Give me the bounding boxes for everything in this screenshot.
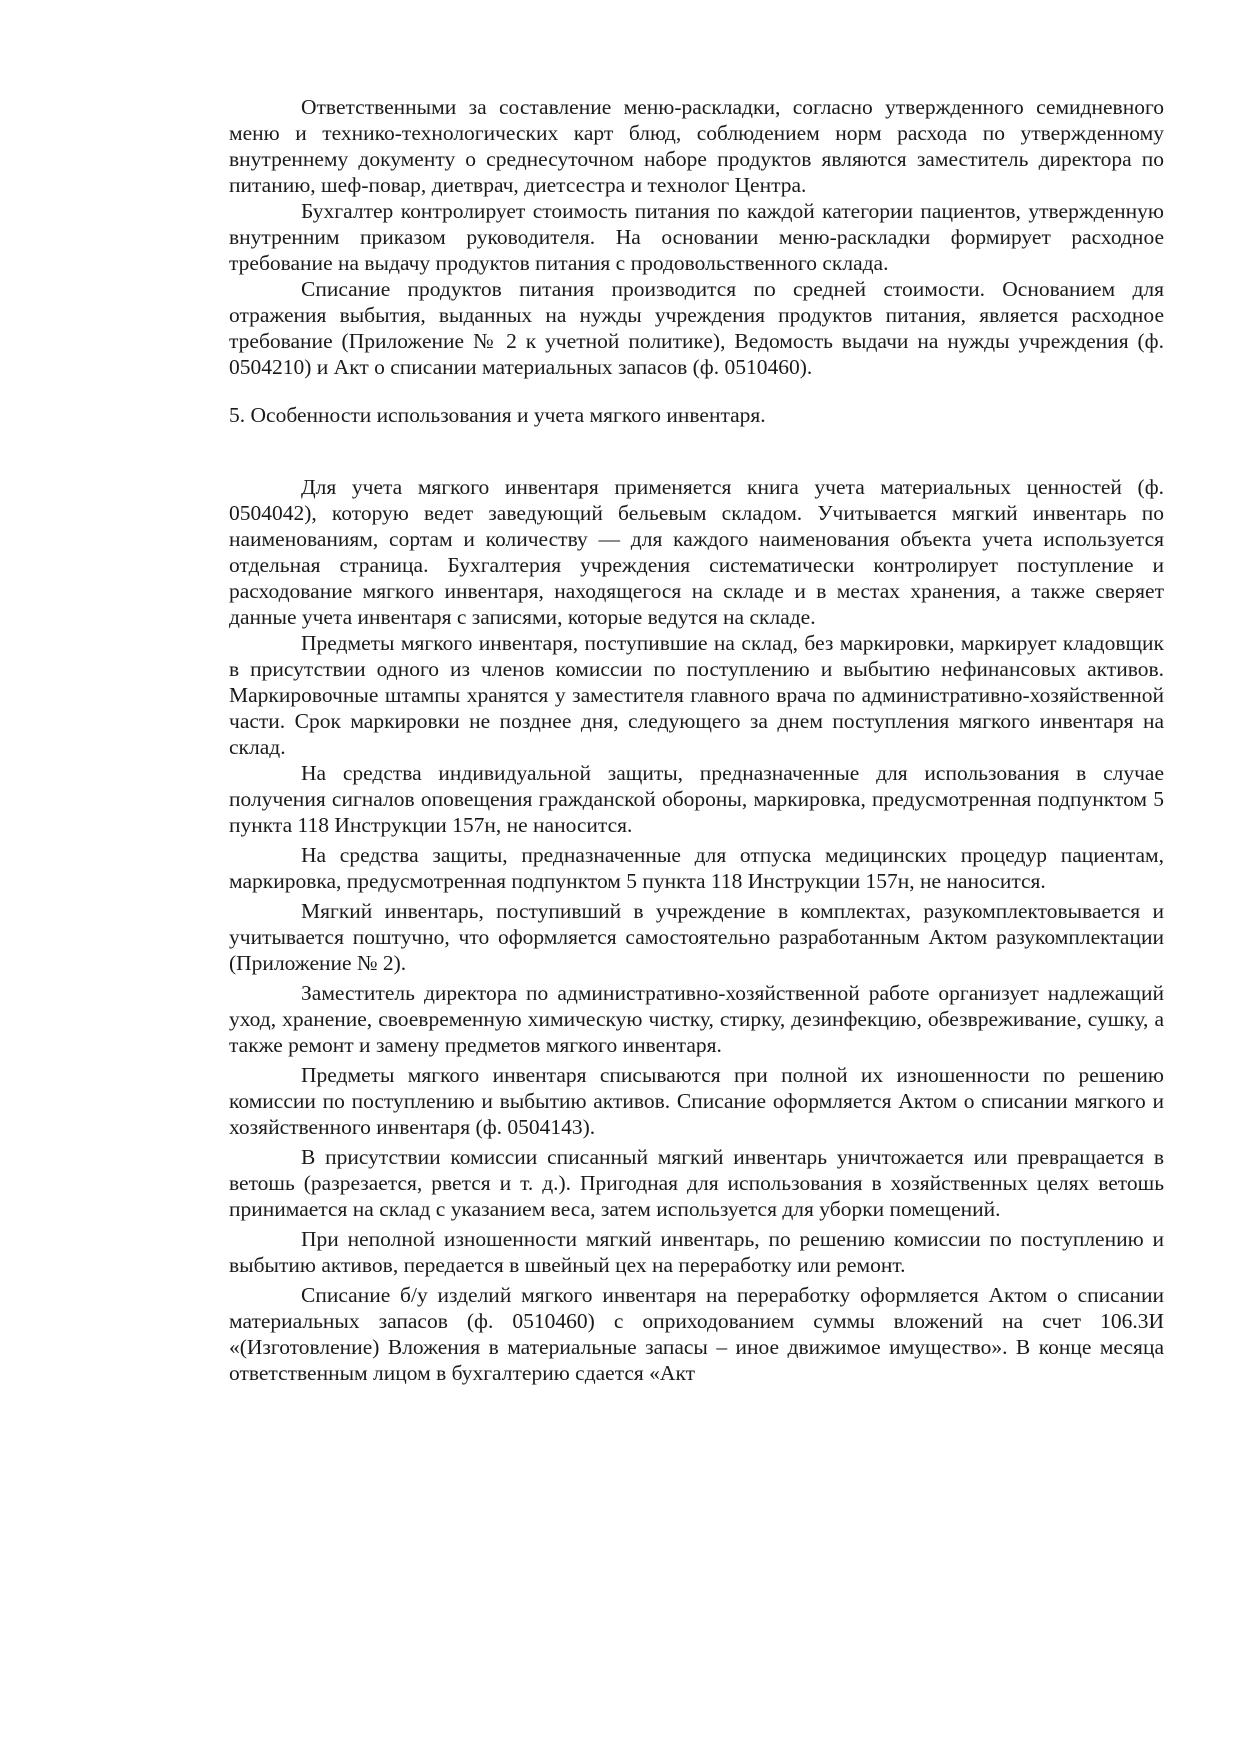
paragraph: Предметы мягкого инвентаря списываются при полной их изношенности по решению комиссии по поступлению и выбытию активов. Списание оформляется Актом о списании мягкого и хозяйственного инвентаря (ф. 0504143).	[229, 1063, 1164, 1139]
paragraph: На средства индивидуальной защиты, предназначенные для использования в случае получения сигналов оповещения гражданской обороны, маркировка, предусмотренная подпунктом 5 пункта 118 Инструкции 157н, не наносится.	[229, 761, 1164, 837]
paragraph: Предметы мягкого инвентаря, поступившие на склад, без маркировки, маркирует кладовщик в присутствии одного из членов комиссии по поступлению и выбытию нефинансовых активов. Маркировочные штампы хранятся у заместителя главного врача по административно-хозяйственной части. Срок маркировки не позднее дня, следующего за днем поступления мягкого инвентаря на склад.	[229, 631, 1164, 759]
document-body	[229, 94, 1164, 1386]
paragraph: Списание продуктов питания производится по средней стоимости. Основанием для отражения выбытия, выданных на нужды учреждения продуктов питания, является расходное требование (Приложение № 2 к учетной политике), Ведомость выдачи на нужды учреждения (ф. 0504210) и Акт о списании материальных запасов (ф. 0510460).	[229, 277, 1164, 379]
section-heading: 5. Особенности использования и учета мягкого инвентаря.	[229, 403, 766, 427]
paragraph: Бухгалтер контролирует стоимость питания по каждой категории пациентов, утвержденную внутренним приказом руководителя. На основании меню-раскладки формирует расходное требование на выдачу продуктов питания с продовольственного склада.	[229, 199, 1164, 275]
paragraph: В присутствии комиссии списанный мягкий инвентарь уничтожается или превращается в ветошь (разрезается, рвется и т. д.). Пригодная для использования в хозяйственных целях ветошь принимается на склад с указанием веса, затем используется для уборки помещений.	[229, 1145, 1164, 1221]
paragraph: Заместитель директора по административно-хозяйственной работе организует надлежащий уход, хранение, своевременную химическую чистку, стирку, дезинфекцию, обезвреживание, сушку, а также ремонт и замену предметов мягкого инвентаря.	[229, 981, 1164, 1057]
paragraph: При неполной изношенности мягкий инвентарь, по решению комиссии по поступлению и выбытию активов, передается в швейный цех на переработку или ремонт.	[229, 1227, 1164, 1277]
paragraph: Ответственными за составление меню-раскладки, согласно утвержденного семидневного меню и технико-технологических карт блюд, соблюдением норм расхода по утвержденному внутреннему документу о среднесуточном наборе продуктов являются заместитель директора по питанию, шеф-повар, диетврач, диетсестра и технолог Центра.	[229, 95, 1164, 197]
paragraph: На средства защиты, предназначенные для отпуска медицинских процедур пациентам, маркировка, предусмотренная подпунктом 5 пункта 118 Инструкции 157н, не наносится.	[229, 843, 1164, 893]
paragraph: Мягкий инвентарь, поступивший в учреждение в комплектах, разукомплектовывается и учитывается поштучно, что оформляется самостоятельно разработанным Актом разукомплектации (Приложение № 2).	[229, 899, 1164, 975]
paragraph: Списание б/у изделий мягкого инвентаря на переработку оформляется Актом о списании материальных запасов (ф. 0510460) с оприходованием суммы вложений на счет 106.3И «(Изготовление) Вложения в материальные запасы – иное движимое имущество». В конце месяца ответственным лицом в бухгалтерию сдается «Акт	[229, 1283, 1164, 1385]
paragraph: Для учета мягкого инвентаря применяется книга учета материальных ценностей (ф. 0504042), которую ведет заведующий бельевым складом. Учитывается мягкий инвентарь по наименованиям, сортам и количеству — для каждого наименования объекта учета используется отдельная страница. Бухгалтерия учреждения систематически контролирует поступление и расходование мягкого инвентаря, находящегося на складе и в местах хранения, а также сверяет данные учета инвентаря с записями, которые ведутся на складе.	[229, 475, 1164, 629]
